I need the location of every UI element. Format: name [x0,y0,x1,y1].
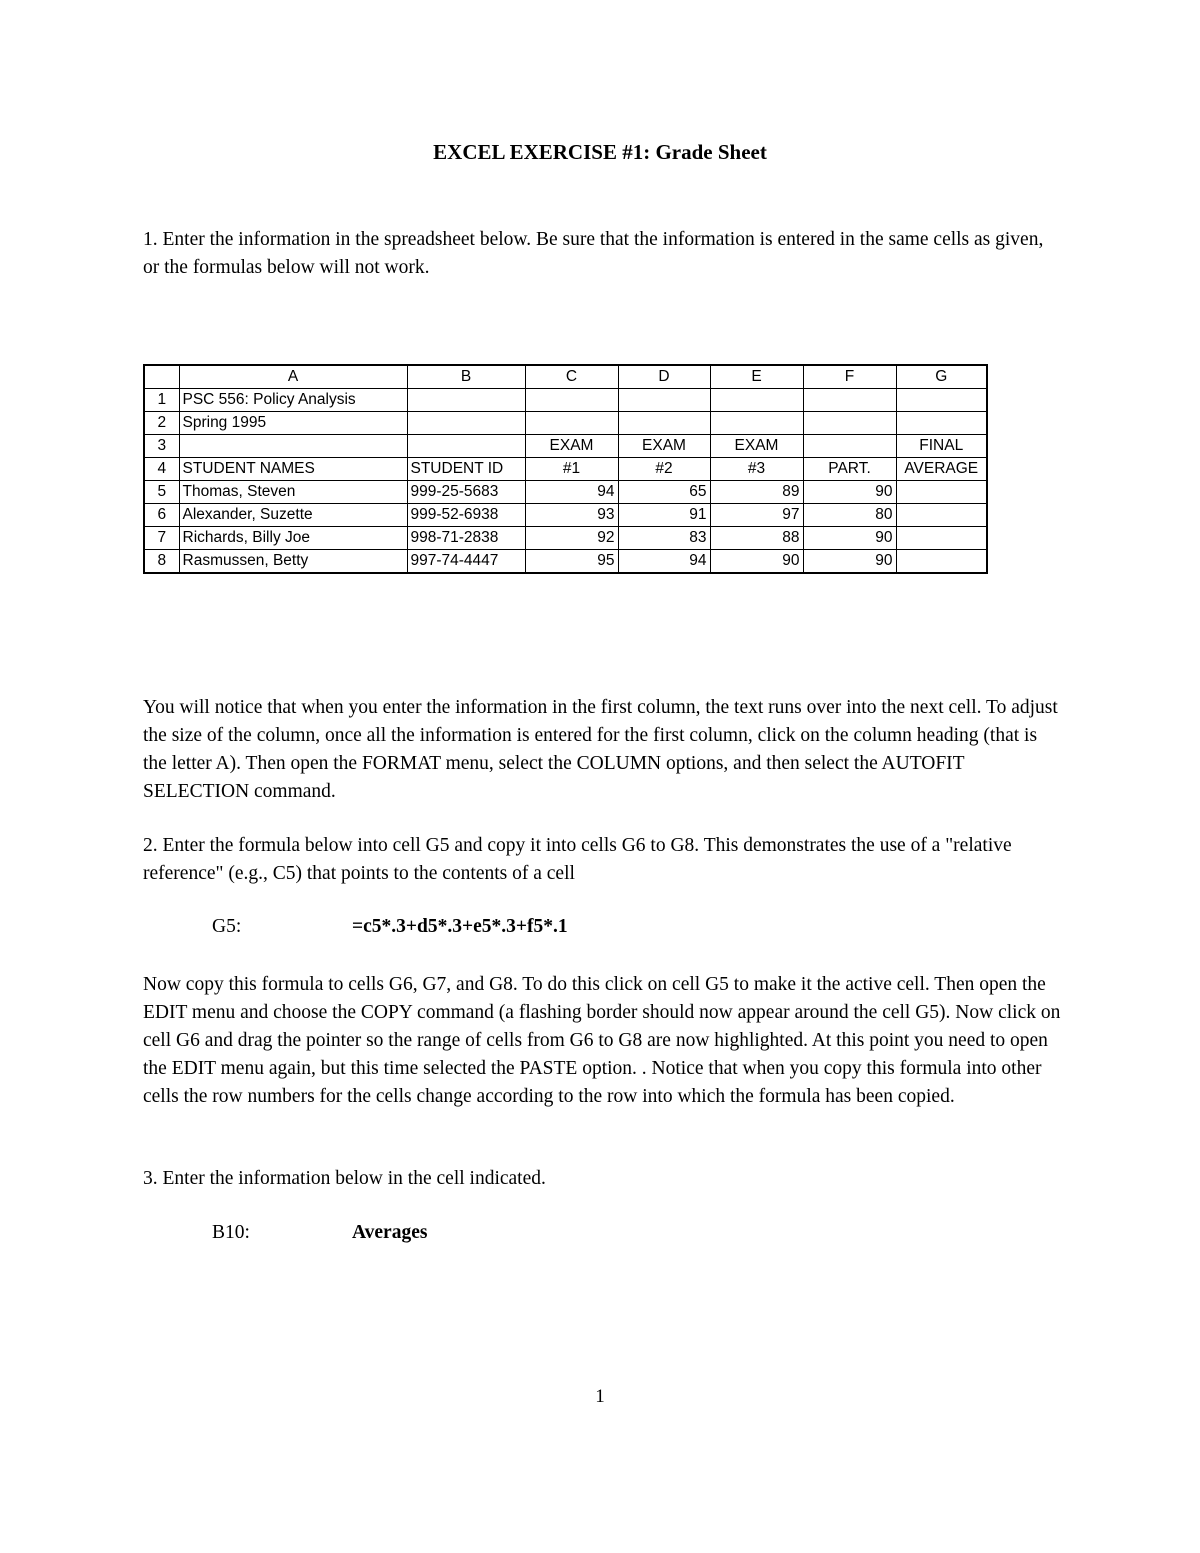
table-cell: #3 [710,458,803,481]
row-number: 4 [144,458,179,481]
table-cell [803,435,896,458]
table-cell: Alexander, Suzette [179,504,407,527]
table-cell [618,389,710,412]
step-3-instructions: 3. Enter the information below in the cell indicated. [143,1168,546,1189]
table-cell: 997-74-4447 [407,550,525,574]
table-cell: 90 [803,527,896,550]
table-cell: 94 [525,481,618,504]
table-cell: 89 [710,481,803,504]
table-cell: EXAM [618,435,710,458]
table-cell [896,527,987,550]
table-cell [896,389,987,412]
table-cell: EXAM [525,435,618,458]
table-cell: 95 [525,550,618,574]
column-header: G [896,365,987,389]
table-cell: 998-71-2838 [407,527,525,550]
table-cell: AVERAGE [896,458,987,481]
table-row [144,527,987,550]
table-row [144,389,987,412]
entry-cell-label: B10: [212,1222,250,1243]
table-cell: 80 [803,504,896,527]
row-number: 2 [144,412,179,435]
table-cell: 91 [618,504,710,527]
table-cell: #2 [618,458,710,481]
table-row [144,550,987,574]
table-cell [525,412,618,435]
table-cell: PART. [803,458,896,481]
table-row [144,412,987,435]
table-cell: #1 [525,458,618,481]
table-cell: EXAM [710,435,803,458]
table-cell: 97 [710,504,803,527]
table-cell [179,435,407,458]
table-cell: Spring 1995 [179,412,407,435]
table-cell [407,389,525,412]
table-row [144,481,987,504]
row-number: 1 [144,389,179,412]
table-cell: 88 [710,527,803,550]
step-1-instructions: 1. Enter the information in the spreadsheet below. Be sure that the information is entered in the same cells as given, or the formulas below will not work. [143,229,1044,278]
copy-paragraph: Now copy this formula to cells G6, G7, and G8. To do this click on cell G5 to make it the active cell. Then open the EDIT menu and choose the COPY command (a flashing border should now appear around the cell G5). Now click on cell G6 and drag the pointer so the range of cells from G6 to G8 are now highlighted. At this point you need to open the EDIT menu again, but this time selected the PASTE option. . Notice that when you copy this formula into other cells the row numbers for the cells change according to the row into which the formula has been copied. [143,974,1061,1107]
autofit-paragraph: You will notice that when you enter the information in the first column, the text runs over into the next cell. To adjust the size of the column, once all the information is entered for the first column, click on the column heading (that is the letter A). Then open the FORMAT menu, select the COLUMN options, and then select the AUTOFIT SELECTION command. [143,697,1058,802]
column-header: C [525,365,618,389]
column-header: B [407,365,525,389]
table-cell [803,389,896,412]
formula-cell-label: G5: [212,916,242,937]
row-number: 7 [144,527,179,550]
table-cell: 65 [618,481,710,504]
corner-cell [144,365,179,389]
table-cell: 90 [803,481,896,504]
row-number: 5 [144,481,179,504]
formula-value: =c5*.3+d5*.3+e5*.3+f5*.1 [352,916,568,937]
table-cell [896,550,987,574]
table-cell [896,481,987,504]
entry-value: Averages [352,1222,428,1243]
page-number: 1 [595,1386,605,1407]
table-cell [710,389,803,412]
table-cell: Richards, Billy Joe [179,527,407,550]
row-number: 8 [144,550,179,574]
table-cell: 90 [710,550,803,574]
table-cell: 999-25-5683 [407,481,525,504]
table-cell: Rasmussen, Betty [179,550,407,574]
column-header: F [803,365,896,389]
table-cell: FINAL [896,435,987,458]
row-number: 6 [144,504,179,527]
step-2-instructions: 2. Enter the formula below into cell G5 and copy it into cells G6 to G8. This demonstrates the use of a "relative reference" (e.g., C5) that points to the contents of a cell [143,835,1012,884]
table-cell: PSC 556: Policy Analysis [179,389,407,412]
table-cell [896,412,987,435]
table-cell: 90 [803,550,896,574]
column-header: A [179,365,407,389]
table-row [144,458,987,481]
table-cell [618,412,710,435]
table-cell [525,389,618,412]
table-cell: 94 [618,550,710,574]
table-cell: STUDENT NAMES [179,458,407,481]
table-cell [803,412,896,435]
table-cell: STUDENT ID [407,458,525,481]
table-cell [407,435,525,458]
table-cell [896,504,987,527]
row-number: 3 [144,435,179,458]
table-cell: 92 [525,527,618,550]
table-cell: Thomas, Steven [179,481,407,504]
table-cell: 999-52-6938 [407,504,525,527]
spreadsheet-table [143,364,988,574]
table-cell: 93 [525,504,618,527]
column-header: D [618,365,710,389]
table-cell [407,412,525,435]
table-cell: 83 [618,527,710,550]
column-header: E [710,365,803,389]
table-row [144,435,987,458]
document-title: EXCEL EXERCISE #1: Grade Sheet [433,140,767,164]
table-row [144,504,987,527]
table-cell [710,412,803,435]
column-header-row [144,365,987,389]
